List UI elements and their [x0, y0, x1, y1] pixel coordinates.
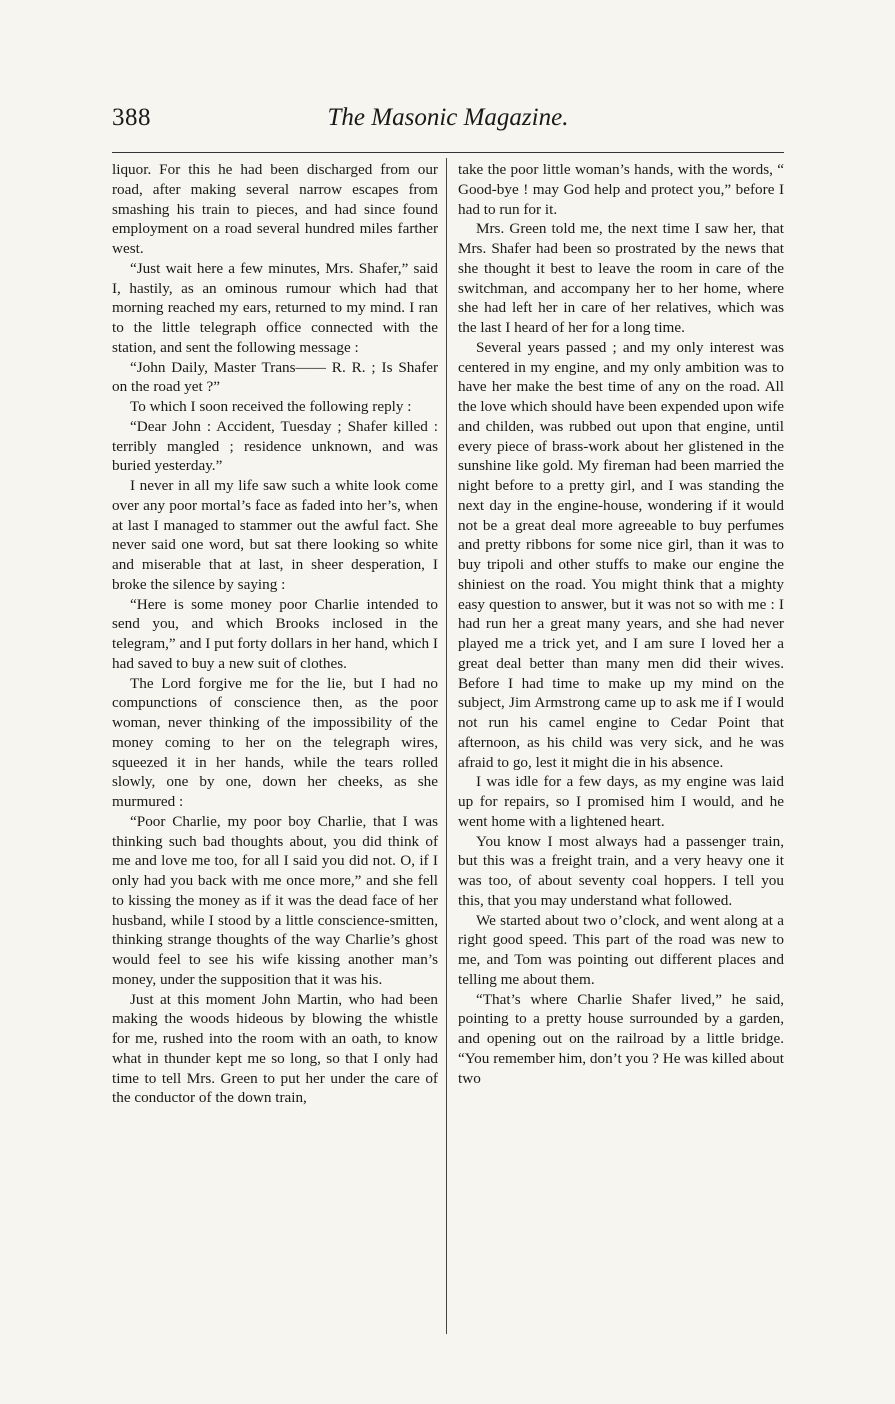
paragraph: take the poor little woman’s hands, with the words, “ Good-bye ! may God help and protect you,” before I had to run for it.: [458, 161, 784, 218]
page-title: The Masonic Magazine.: [327, 104, 569, 131]
page-number: 388: [112, 104, 151, 131]
paragraph: “Dear John : Accident, Tuesday ; Shafer killed : terribly mangled ; residence unknown, and was buried yesterday.”: [112, 417, 438, 475]
paragraph: “Poor Charlie, my poor boy Charlie, that I was thinking such bad thoughts about, you did think of me and love me too, for all I said you did not. O, if I only had you back with me once more,” and she fell to kissing the money as if it was the dead face of her husband, while I stood by a little conscience-smitten, thinking strange thoughts of the way Charlie’s ghost would feel to see his wife kissing another man’s money, under the supposition that it was his.: [112, 812, 438, 988]
right-column: [458, 160, 784, 1088]
paragraph: You know I most always had a passenger train, but this was a freight train, and a very heavy one it was too, of about seventy coal hoppers. I tell you this, that you may understand what followed.: [458, 832, 784, 909]
header-rule: [112, 152, 784, 153]
paragraph: “Just wait here a few minutes, Mrs. Shafer,” said I, hastily, as an ominous rumour which had that morning reached my ears, returned to my mind. I ran to the little telegraph office connected with the station, and sent the following message :: [112, 259, 438, 356]
paragraph: To which I soon received the following reply :: [130, 398, 412, 415]
paragraph: “Here is some money poor Charlie intended to send you, and which Brooks inclosed in the telegram,” and I put forty dollars in her hand, which I had saved to buy a new suit of clothes.: [112, 595, 438, 672]
paragraph: The Lord forgive me for the lie, but I had no compunctions of conscience then, as the poor woman, never thinking of the impossibility of the money coming to her on the telegraph wires, squeezed it in her hands, while the tears rolled slowly, one by one, down her cheeks, as she murmured :: [112, 674, 438, 810]
paragraph: Several years passed ; and my only interest was centered in my engine, and my only ambition was to have her make the best time of any on the road. All the love which should have been expended upon wife and childen, was rubbed out upon that engine, until every piece of brass-work about her glistened in the sunshine like gold. My fireman had been married the night before to a pretty girl, and I was standing the next day in the engine-house, wondering if it would not be a great deal more agreeable to buy perfumes and pretty ribbons for some nice girl, than it was to buy tripoli and other stuffs to make our engine the shiniest on the road. You might think that a mighty easy question to answer, but it was not so with me : I had run her a great many years, and she had never played me a trick yet, and I am sure I loved her a great deal better than many men did their wives. Before I had time to make up my mind on the subject, Jim Armstrong came up to ask me if I would not run his camel engine to Cedar Point that afternoon, as his child was very sick, and he was afraid to go, lest it might die in his absence.: [458, 338, 784, 771]
paragraph: Just at this moment John Martin, who had been making the woods hideous by blowing the whistle for me, rushed into the room with an oath, to know what in thunder kept me so long, so that I only had time to tell Mrs. Green to put her under the care of the conductor of the down train,: [112, 990, 438, 1107]
paragraph: “John Daily, Master Trans—— R. R. ; Is Shafer on the road yet ?”: [112, 358, 438, 396]
paragraph: I never in all my life saw such a white look come over any poor mortal’s face as faded into her’s, when at last I managed to stammer out the awful fact. She never said one word, but sat there looking so white and miserable that at last, in sheer desperation, I broke the silence by saying :: [112, 477, 438, 593]
left-column: [112, 160, 438, 1108]
column-divider: [446, 158, 447, 1334]
paragraph: I was idle for a few days, as my engine was laid up for repairs, so I promised him I would, and he went home with a lightened heart.: [458, 773, 784, 830]
page-header: [112, 104, 784, 144]
paragraph: Mrs. Green told me, the next time I saw her, that Mrs. Shafer had been so prostrated by the news that she thought it best to leave the room in care of the switchman, and accompany her to her home, where she had left her in care of her relatives, which was the last I heard of her for a long time.: [458, 220, 784, 336]
paragraph: liquor. For this he had been discharged from our road, after making several narrow escapes from smashing his train to pieces, and had since found employment on a road several hundred miles farther west.: [112, 161, 438, 257]
paragraph: “That’s where Charlie Shafer lived,” he said, pointing to a pretty house surrounded by a garden, and opening out on the railroad by a little bridge. “You remember him, don’t you ? He was killed about two: [458, 990, 784, 1087]
paragraph: We started about two o’clock, and went along at a right good speed. This part of the road was new to me, and Tom was pointing out different places and telling me about them.: [458, 911, 784, 988]
